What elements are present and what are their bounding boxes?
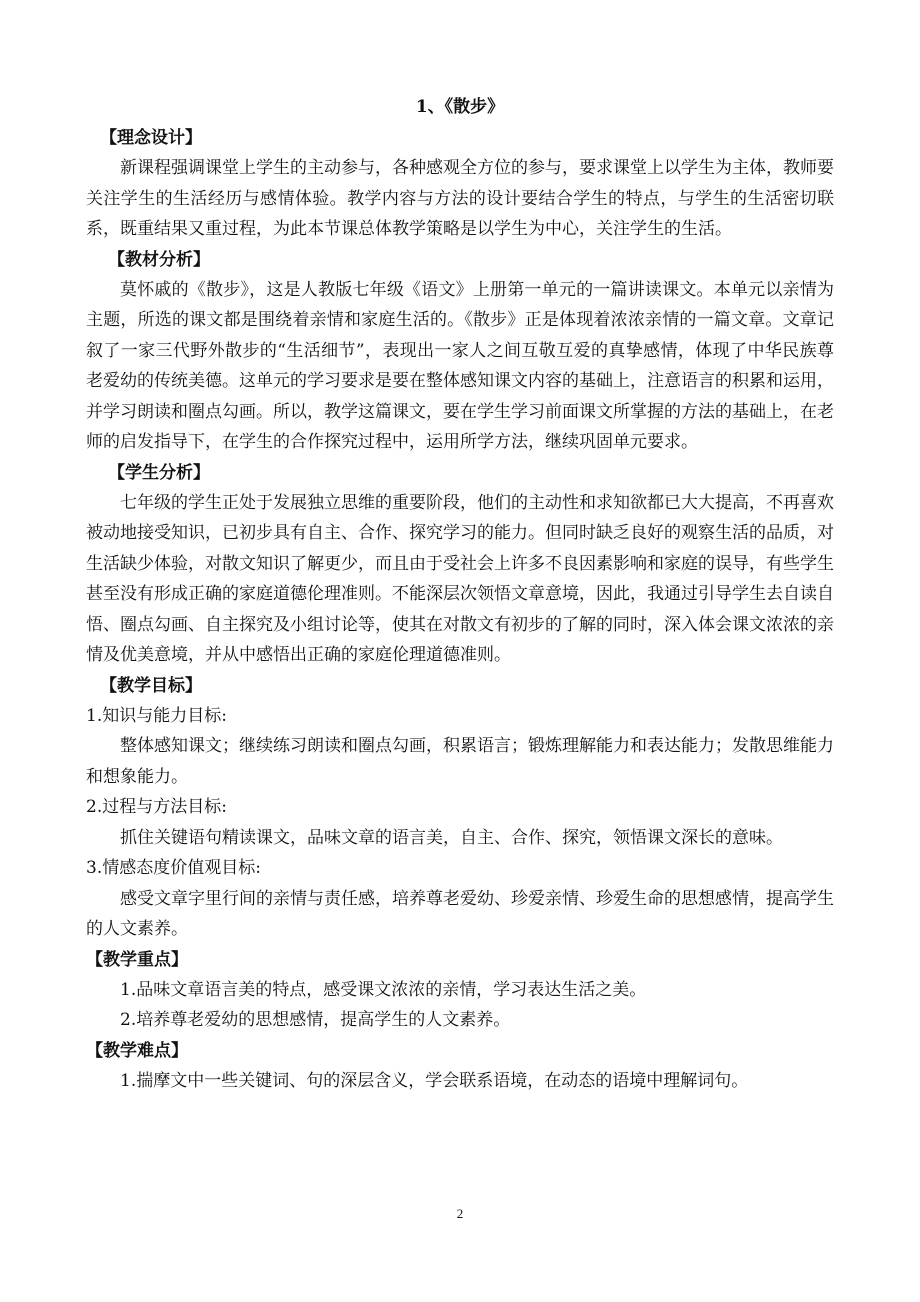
goal-2-body: 抓住关键语句精读课文，品味文章的语言美，自主、合作、探究，领悟课文深长的意味。 xyxy=(120,827,783,848)
heading-difficulties: 【教学难点】 xyxy=(86,1040,188,1061)
document-page xyxy=(86,92,834,1096)
goal-1-title: 1.知识与能力目标: xyxy=(86,705,227,726)
heading-material-analysis: 【教材分析】 xyxy=(108,249,210,270)
goal-3-title: 3.情感态度价值观目标: xyxy=(86,858,261,878)
heading-student-analysis: 【学生分析】 xyxy=(108,462,210,483)
document-title: 1、《散步》 xyxy=(415,97,505,117)
heading-concept-design: 【理念设计】 xyxy=(100,128,202,148)
paragraph-student-analysis: 七年级的学生正处于发展独立思维的重要阶段，他们的主动性和求知欲都已大大提高，不再喜欢被动地接受知识，已初步具有自主、合作、探究学习的能力。但同时缺乏良好的观察生活的品质，对生活缺少体验，对散文知识了解更少，而且由于受社会上许多不良因素影响和家庭的误导，有些学生甚至没有形成正确的家庭道德伦理准则。不能深层次领悟文章意境，因此，我通过引导学生去自读自悟、圈点勾画、自主探究及小组讨论等，使其在对散文有初步的了解的同时，深入体会课文浓浓的亲情及优美意境，并从中感悟出正确的家庭伦理道德准则。 xyxy=(86,492,834,665)
goal-1-body: 整体感知课文；继续练习朗读和圈点勾画，积累语言；锻炼理解能力和表达能力；发散思维能力和想象能力。 xyxy=(86,736,834,787)
key-point-1: 1.品味文章语言美的特点，感受课文浓浓的亲情，学习表达生活之美。 xyxy=(120,979,647,1000)
difficulty-1: 1.揣摩文中一些关键词、句的深层含义，学会联系语境，在动态的语境中理解词句。 xyxy=(120,1070,749,1091)
goal-2-title: 2.过程与方法目标: xyxy=(86,797,227,817)
goal-3-body: 感受文章字里行间的亲情与责任感，培养尊老爱幼、珍爱亲情、珍爱生命的思想感情，提高学生的人文素养。 xyxy=(86,888,834,939)
page-number: 2 xyxy=(456,1206,464,1221)
paragraph-concept-design: 新课程强调课堂上学生的主动参与，各种感观全方位的参与，要求课堂上以学生为主体，教师要关注学生的生活经历与感情体验。教学内容与方法的设计要结合学生的特点，与学生的生活密切联系，既重结果又重过程，为此本节课总体教学策略是以学生为中心，关注学生的生活。 xyxy=(86,158,834,239)
heading-key-points: 【教学重点】 xyxy=(86,949,188,970)
key-point-2: 2.培养尊老爱幼的思想感情，提高学生的人文素养。 xyxy=(120,1010,511,1030)
paragraph-material-analysis: 莫怀戚的《散步》，这是人教版七年级《语文》上册第一单元的一篇讲读课文。本单元以亲情为主题，所选的课文都是围绕着亲情和家庭生活的。《散步》正是体现着浓浓亲情的一篇文章。文章记叙了一家三代野外散步的“生活细节”，表现出一家人之间互敬互爱的真挚感情，体现了中华民族尊老爱幼的传统美德。这单元的学习要求是要在整体感知课文内容的基础上，注意语言的积累和运用，并学习朗读和圈点勾画。所以，教学这篇课文，要在学生学习前面课文所掌握的方法的基础上，在老师的启发指导下，在学生的合作探究过程中，运用所学方法，继续巩固单元要求。 xyxy=(86,279,834,452)
heading-teaching-goals: 【教学目标】 xyxy=(100,675,202,696)
